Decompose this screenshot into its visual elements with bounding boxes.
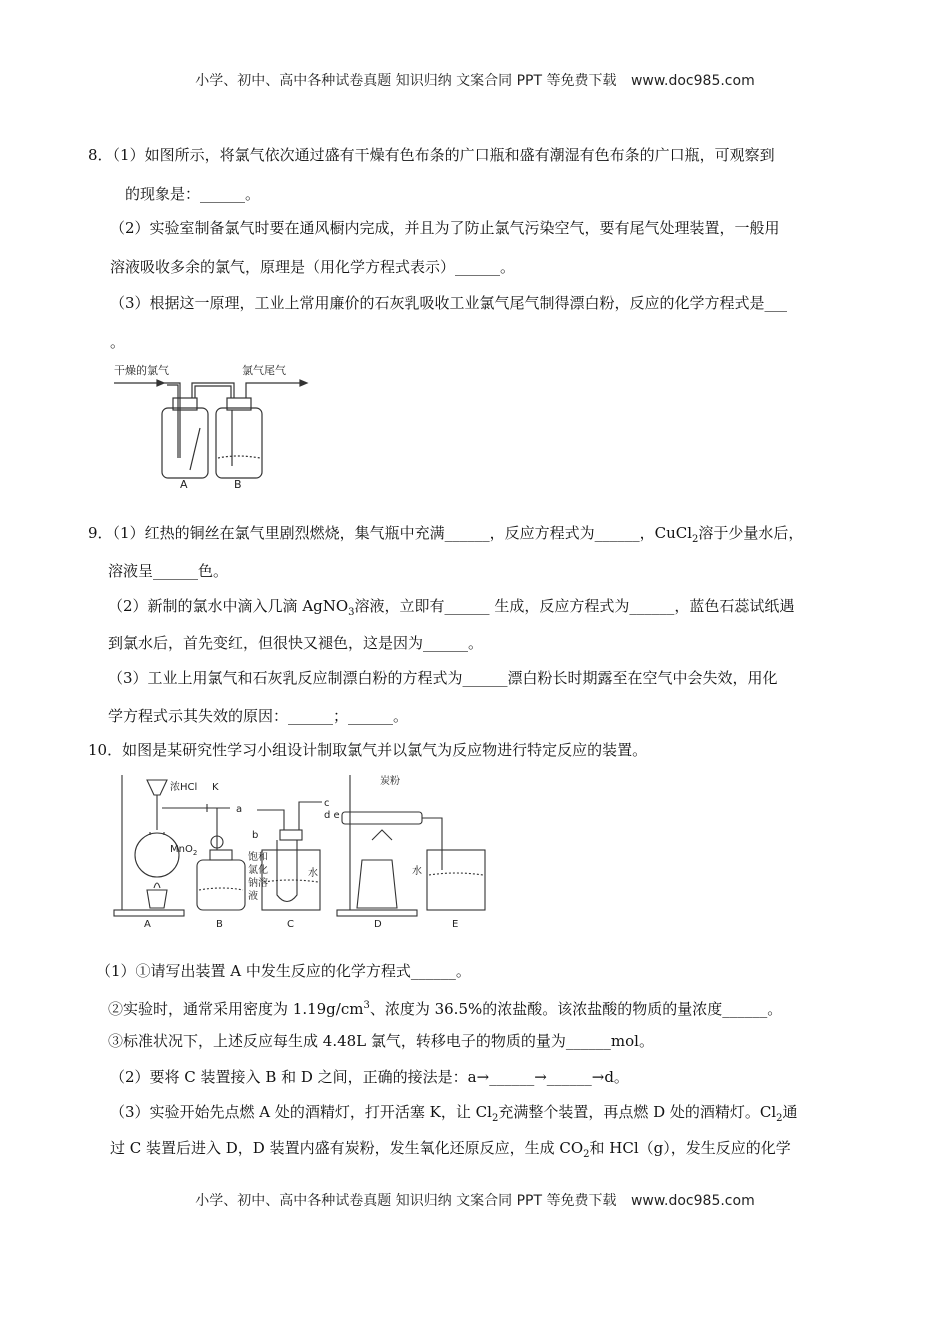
q8-apparatus-figure — [112, 358, 312, 488]
label-water-c: 水 — [308, 868, 318, 879]
q10-sub-5-b: 充满整个装置，再点燃 D 处的酒精灯。Cl — [498, 1103, 777, 1121]
page-header — [0, 70, 950, 90]
q10-sub-2 — [108, 996, 782, 1019]
q10-line-1: 10．如图是某研究性学习小组设计制取氯气并以氯气为反应物进行特定反应的装置。 — [88, 741, 648, 759]
q10-sub-2-a: ②实验时，通常采用密度为 1.19g/cm — [108, 1000, 364, 1018]
bottle-b — [216, 408, 262, 478]
label-carbon: 炭粉 — [380, 776, 400, 787]
q10-sub-5 — [110, 1102, 798, 1129]
label-apparatus-a: A — [144, 919, 151, 930]
q10-sub-6 — [110, 1138, 791, 1165]
q9-line-1-sub: 2 — [692, 534, 699, 545]
q10-apparatus-figure — [112, 770, 502, 930]
q10-sub-3: ③标准状况下，上述反应每生成 4.48L 氯气，转移电子的物质的量为______mol。 — [108, 1032, 654, 1050]
q10-sub-6-sub: 2 — [583, 1149, 590, 1160]
footer-site: www.doc985.com — [630, 1193, 755, 1209]
q8-line-3: （2）实验室制备氯气时要在通风橱内完成，并且为了防止氯气污染空气，要有尾气处理装置，一般用 — [110, 219, 780, 237]
label-b-port: b — [252, 830, 259, 841]
q8-inlet-label: 干燥的氯气 — [114, 364, 169, 377]
header-site: www.doc985.com — [630, 73, 755, 89]
base-a — [114, 910, 184, 916]
bottle-b-apparatus — [197, 860, 245, 910]
flask-a — [135, 833, 179, 877]
q9-line-5: （3）工业上用氯气和石灰乳反应制漂白粉的方程式为______漂白粉长时期露至在空气中会失效，用化 — [108, 669, 778, 687]
footer-text: 小学、初中、高中各种试卷真题 知识归纳 文案合同 PPT 等免费下载 — [195, 1193, 617, 1209]
tube-d — [342, 812, 422, 824]
q10-sub-5-sub2: 2 — [776, 1113, 783, 1124]
q10-sub-2-sup: 3 — [363, 1000, 370, 1011]
label-hcl: 浓HCl — [170, 782, 198, 793]
q8-line-4: 溶液吸收多余的氯气，原理是（用化学方程式表示）______。 — [110, 258, 516, 276]
q9-line-2: 溶液呈______色。 — [108, 562, 229, 580]
q9-line-3-b: 溶液，立即有______ 生成，反应方程式为______，蓝色石蕊试纸遇 — [354, 597, 795, 615]
q9-line-3-sub: 3 — [348, 607, 355, 618]
beaker-e — [427, 850, 485, 910]
q10-sub-6-a: 过 C 装置后进入 D，D 装置内盛有炭粉，发生氧化还原反应，生成 CO — [110, 1139, 584, 1157]
q9-line-4: 到氯水后，首先变红，但很快又褪色，这是因为______。 — [108, 634, 484, 652]
q9-line-1-a: 9．（1）红热的铜丝在氯气里剧烈燃烧，集气瓶中充满______，反应方程式为______，CuCl — [88, 524, 693, 542]
q8-line-6: 。 — [110, 333, 126, 351]
bottle-a — [162, 408, 208, 478]
label-de-port: d e — [324, 810, 340, 821]
label-water-e: 水 — [412, 866, 422, 877]
q8-line-5: （3）根据这一原理，工业上常用廉价的石灰乳吸收工业氯气尾气制得漂白粉，反应的化学方程式是___ — [110, 294, 788, 312]
q10-sub-5-c: 通 — [782, 1103, 798, 1121]
q9-line-3 — [108, 596, 794, 623]
label-k: K — [212, 782, 219, 793]
q8-line-2: 的现象是：______。 — [125, 185, 261, 203]
q10-sub-2-b: 、浓度为 36.5%的浓盐酸。该浓盐酸的物质的量浓度______。 — [369, 1000, 783, 1018]
connecting-tube — [192, 383, 234, 398]
mno2-text: MnO — [170, 844, 193, 855]
label-apparatus-c: C — [287, 919, 294, 930]
label-nacl-4: 液 — [248, 891, 258, 902]
q9-line-3-a: （2）新制的氯水中滴入几滴 AgNO — [108, 597, 349, 615]
label-nacl-3: 钠溶 — [248, 878, 268, 889]
label-apparatus-b: B — [216, 919, 223, 930]
separatory-funnel — [147, 780, 167, 795]
header-text: 小学、初中、高中各种试卷真题 知识归纳 文案合同 PPT 等免费下载 — [195, 73, 617, 89]
mno2-sub: 2 — [192, 849, 198, 857]
label-b: B — [234, 478, 242, 488]
label-a-port: a — [236, 804, 243, 815]
q10-sub-4: （2）要将 C 装置接入 B 和 D 之间，正确的接法是：a→______→______→d。 — [110, 1068, 629, 1086]
q8-outlet-label: 氯气尾气 — [242, 364, 286, 377]
q8-line-1: 8．（1）如图所示，将氯气依次通过盛有干燥有色布条的广口瓶和盛有潮湿有色布条的广口瓶，可观察到 — [88, 146, 775, 164]
q9-line-6: 学方程式示其失效的原因：______；______。 — [108, 707, 409, 725]
label-c-port: c — [324, 798, 330, 809]
label-mno2 — [170, 844, 197, 857]
q9-line-1-b: 溶于少量水后， — [698, 524, 804, 542]
label-nacl-1: 饱和 — [248, 852, 268, 863]
burner-a — [147, 890, 167, 908]
u-tube-c — [277, 840, 297, 902]
page-footer — [0, 1190, 950, 1210]
q10-sub-5-a: （3）实验开始先点燃 A 处的酒精灯，打开活塞 K，让 Cl — [110, 1103, 492, 1121]
label-apparatus-e: E — [452, 919, 459, 930]
burner-d — [357, 860, 397, 908]
q8-outlet-tube — [246, 383, 302, 398]
q9-line-1 — [88, 523, 803, 550]
label-a: A — [180, 478, 188, 488]
q10-sub-6-b: 和 HCl（g），发生反应的化学 — [589, 1139, 791, 1157]
label-apparatus-d: D — [374, 919, 382, 930]
base-d — [337, 910, 417, 916]
q10-sub-1: （1）①请写出装置 A 中发生反应的化学方程式______。 — [96, 962, 471, 980]
q10-sub-5-sub1: 2 — [491, 1113, 499, 1124]
label-nacl-2: 氯化 — [248, 865, 268, 876]
